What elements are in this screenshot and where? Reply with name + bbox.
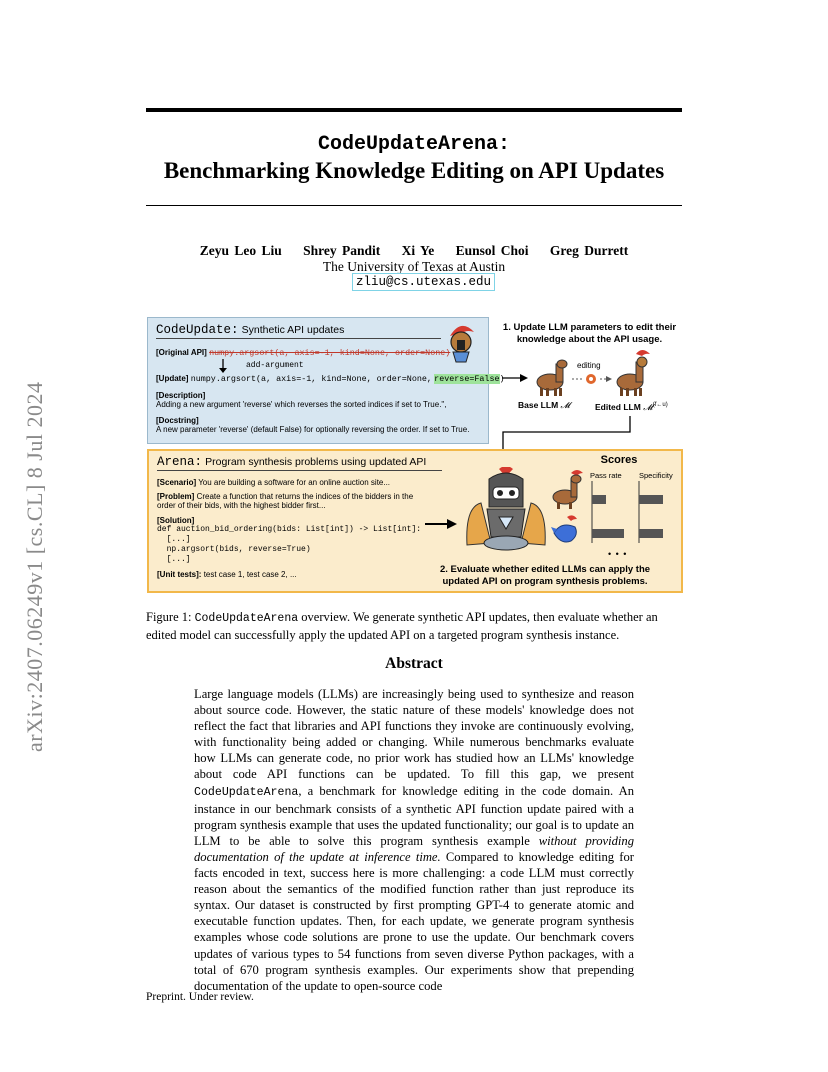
scores-bars [587,481,679,545]
author: Greg Durrett [549,243,629,258]
code-line: np.argsort(bids, reverse=True) [157,545,311,554]
docstring-text: A new parameter 'reverse' (default False) for optionally reversing the order. If set to True. [156,425,470,434]
gear-icon [570,372,614,386]
footer-note: Preprint. Under review. [146,991,254,1003]
base-llm-llama-icon [532,356,570,396]
codeupdate-title: CodeUpdate: Synthetic API updates [156,323,345,337]
problem-line: [Problem] Create a function that returns the indices of the bidders in the [157,492,414,501]
right-arrow-icon [423,517,459,531]
description-text: Adding a new argument 'reverse' which reverses the sorted indices if set to True.", [156,400,447,409]
paper-title-line2: Benchmarking Knowledge Editing on API Updates [163,158,665,183]
scenario-line: [Scenario] You are building a software for an online auction site... [157,478,391,487]
specificity-bar-base [639,495,663,504]
specificity-header: Specificity [639,471,673,480]
docstring-label: [Docstring] [156,416,199,425]
arxiv-identifier: arXiv:2407.06249v1 [cs.CL] 8 Jul 2024 [22,381,47,752]
codeupdate-box [147,317,505,444]
abstract-heading: Abstract [385,655,443,672]
ellipsis: • • • [608,549,628,559]
pass-rate-bar-base [592,495,606,504]
code-line: [...] [157,535,191,544]
scores-title: Scores [600,454,638,466]
helmet-mascot-icon [444,322,478,364]
pass-rate-bar-edited [592,529,624,538]
pass-rate-header: Pass rate [590,471,622,480]
down-arrow-icon [218,358,228,374]
code-line: def auction_bid_ordering(bids: List[int]) -> List[int]: [157,525,422,534]
paper-title-line1: CodeUpdateArena: [317,133,511,156]
author: Shrey Pandit [303,243,381,258]
author: Zeyu Leo Liu [199,243,282,258]
arena-title: Arena: Program synthesis problems using updated API [157,455,427,469]
specificity-bar-edited [639,529,663,538]
problem-line-2: order of their bids, with the highest bidder first... [157,501,326,510]
step1-text: 1. Update LLM parameters to edit their knowledge about the API usage. [502,322,677,345]
title-rule-bottom [146,205,682,206]
right-arrow-icon [500,372,530,384]
title-rule-top [146,108,682,112]
editing-label: editing [577,361,601,370]
update-line: [Update] numpy.argsort(a, axis=-1, kind=None, order=None, reverse=False) [156,374,505,384]
contestant-whale-icon [551,515,581,547]
edited-llm-llama-icon [612,348,652,396]
author-list [146,243,682,259]
author: Xi Ye [401,243,435,258]
contestant-llama-icon [549,469,585,509]
abstract-body: Large language models (LLMs) are increasingly being used to synthesize and reason about source code. However, the static nature of these models' knowledge does not reflect the fact that libraries and API functions they invoke are continuously evolving, with functionality being added or changing. While numerous benchmarks evaluate how LLMs can generate code, no prior work has studied how an LLMs' knowledge about code API functions can be updated. To fill this gap, we present CodeUpdateArena, a benchmark for knowledge editing in the code domain. An instance in our benchmark consists of a synthetic API function update paired with a program synthesis example that uses the updated functionality; our goal is to update an LLM to be able to solve this program synthesis example without providing documentation of the update at inference time. Compared to knowledge editing for facts encoded in text, success here is more challenging: a code LLM must correctly reason about the semantics of the modified function rather than just reproduce its syntax. Our dataset is constructed by first prompting GPT-4 to generate atomic and executable function updates. Then, for each update, we generate program synthesis examples whose code solutions are prone to use the update. Our benchmark covers updates of various types to 54 functions from seven diverse Python packages, with a total of 670 program synthesis examples. Our experiments show that prepending documentation of the update to open-source code [194,687,635,993]
base-llm-label: Base LLM 𝓜 [518,400,571,411]
solution-label: [Solution] [157,516,195,525]
arena-box [147,449,683,593]
code-line: [...] [157,555,191,564]
email-link[interactable]: zliu@cs.utexas.edu [352,273,495,291]
description-label: [Description] [156,391,206,400]
figure-caption: Figure 1: CodeUpdateArena overview. We generate synthetic API updates, then evaluate whether an edited model can successfully apply the updated API on a targeted program synthesis instance. [146,610,658,642]
unit-tests-line: [Unit tests]: test case 1, test case 2, ... [157,570,297,579]
original-api-line: [Original API] numpy.argsort(a, axis=-1, kind=None, order=None) [156,348,451,358]
step2-text: 2. Evaluate whether edited LLMs can apply the updated API on program synthesis problems. [439,564,651,587]
edited-llm-label: Edited LLM 𝓜$^{(f\leftarrow u)}$ [595,401,668,413]
affiliation: The University of Texas at Austin [322,259,506,274]
arena-gladiator-icon [461,467,551,553]
add-argument-label: add-argument [246,361,304,370]
author: Eunsol Choi [455,243,529,258]
